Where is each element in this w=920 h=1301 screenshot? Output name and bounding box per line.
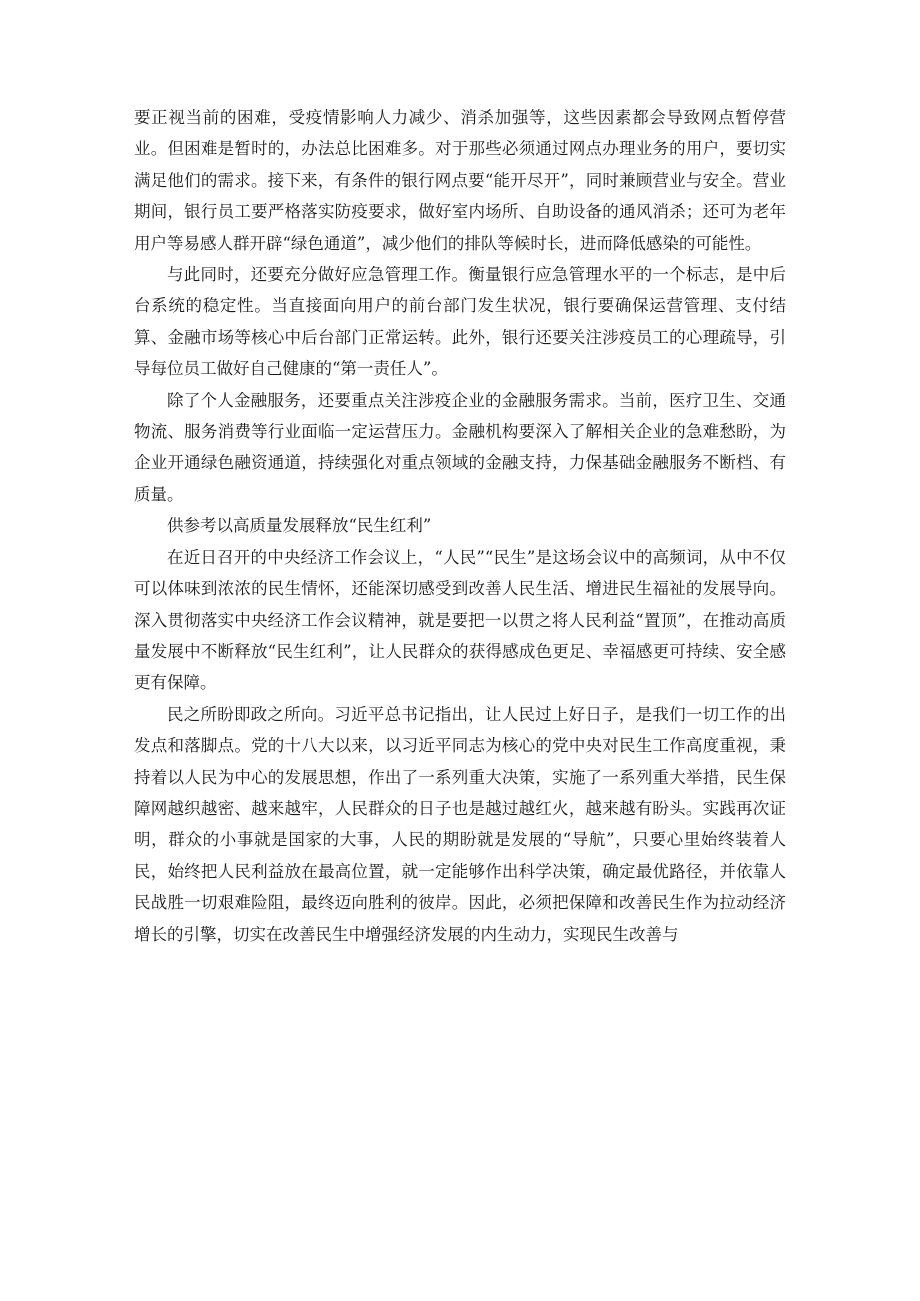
paragraph-1: 要正视当前的困难，受疫情影响人力减少、消杀加强等，这些因素都会导致网点暂停营业。但困难是暂时的，办法总比困难多。对于那些必须通过网点办理业务的用户，要切实满足他们的需求。接下来，有条件的银行网点要“能开尽开”，同时兼顾营业与安全。营业期间，银行员工要严格落实防疫要求，做好室内场所、自助设备的通风消杀；还可为老年用户等易感人群开辟“绿色通道”，减少他们的排队等候时长，进而降低感染的可能性。 [134, 108, 786, 253]
document-page [134, 102, 786, 950]
paragraph-3: 除了个人金融服务，还要重点关注涉疫企业的金融服务需求。当前，医疗卫生、交通物流、服务消费等行业面临一定运营压力。金融机构要深入了解相关企业的急难愁盼，为企业开通绿色融资通道，持续强化对重点领域的金融支持，力保基础金融服务不断档、有质量。 [134, 390, 786, 504]
paragraph-2: 与此同时，还要充分做好应急管理工作。衡量银行应急管理水平的一个标志，是中后台系统的稳定性。当直接面向用户的前台部门发生状况，银行要确保运营管理、支付结算、金融市场等核心中后台部门正常运转。此外，银行还要关注涉疫员工的心理疏导，引导每位员工做好自己健康的“第一责任人”。 [134, 265, 786, 379]
paragraph-5: 民之所盼即政之所向。习近平总书记指出，让人民过上好日子，是我们一切工作的出发点和落脚点。党的十八大以来，以习近平同志为核心的党中央对民生工作高度重视，秉持着以人民为中心的发展思想，作出了一系列重大决策，实施了一系列重大举措，民生保障网越织越密、越来越牢，人民群众的日子也是越过越红火，越来越有盼头。实践再次证明，群众的小事就是国家的大事，人民的期盼就是发展的“导航”，只要心里始终装着人民，始终把人民利益放在最高位置，就一定能够作出科学决策，确定最优路径，并依靠人民战胜一切艰难险阻，最终迈向胜利的彼岸。因此，必须把保障和改善民生作为拉动经济增长的引擎，切实在改善民生中增强经济发展的内生动力，实现民生改善与 [134, 704, 786, 944]
paragraph-4: 在近日召开的中央经济工作会议上，“人民”“民生”是这场会议中的高频词，从中不仅可以体味到浓浓的民生情怀，还能深切感受到改善人民生活、增进民生福祉的发展导向。深入贯彻落实中央经济工作会议精神，就是要把一以贯之将人民利益“置顶”，在推动高质量发展中不断释放“民生红利”，让人民群众的获得感成色更足、幸福感更可持续、安全感更有保障。 [134, 547, 786, 693]
section-heading: 供参考以高质量发展释放“民生红利” [167, 516, 432, 536]
